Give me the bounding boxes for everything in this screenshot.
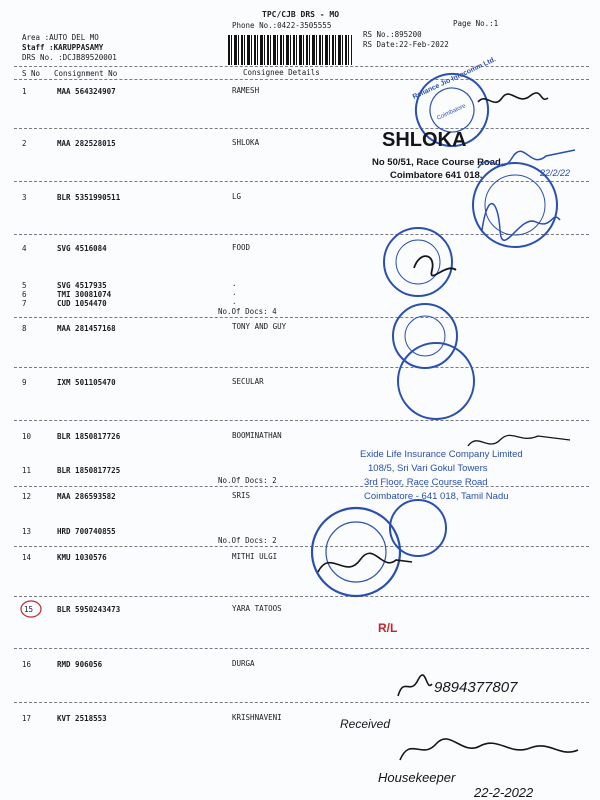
sris-stamp — [390, 500, 446, 556]
consignment-number: KVT 2518553 — [57, 714, 107, 723]
consignment-number: MAA 564324907 — [57, 87, 116, 96]
table-row: 4 — [22, 244, 27, 253]
table-row: 12 — [22, 492, 32, 501]
handwritten-remark-15: R/L — [378, 621, 398, 635]
signature-mithi — [318, 553, 412, 572]
phone-number: Phone No.:0422-3505555 — [232, 21, 332, 30]
consignment-number: KMU 1030576 — [57, 553, 107, 562]
table-row: 1 — [22, 87, 27, 96]
exide-stamp-line3: 3rd Floor, Race Course Road — [364, 477, 488, 488]
row-divider — [14, 128, 589, 129]
consignee-name: LG — [232, 192, 242, 201]
elgi-stamp — [312, 508, 400, 596]
consignee-name: KRISHNAVENI — [232, 713, 282, 722]
table-row: 5 — [22, 281, 27, 290]
consignee-name: . — [232, 279, 237, 288]
table-row: 15 — [24, 605, 34, 614]
handwritten-housekeeper: Housekeeper — [378, 770, 456, 785]
consignee-name: YARA TATOOS — [232, 604, 282, 613]
consignment-number: BLR 5351990511 — [57, 193, 121, 202]
table-row: 7 — [22, 299, 27, 308]
signature-boominathan — [468, 435, 570, 446]
handwritten-received: Received — [340, 717, 391, 731]
col-consignee-header: Consignee Details — [243, 68, 320, 77]
area-field: Area :AUTO DEL MO — [22, 33, 99, 42]
reliance-stamp — [404, 52, 522, 158]
signature-durga — [398, 675, 432, 696]
table-row: 9 — [22, 378, 27, 387]
consignment-number: RMD 906056 — [57, 660, 103, 669]
staff-field: Staff :KARUPPASAMY — [22, 43, 104, 52]
row-divider — [14, 546, 589, 547]
consignee-name: SHLOKA — [232, 138, 260, 147]
consignee-name: SECULAR — [232, 377, 264, 386]
table-row: 14 — [22, 553, 32, 562]
rs-date: RS Date:22-Feb-2022 — [363, 40, 449, 49]
row-divider — [14, 596, 589, 597]
consignment-number: HRD 700740855 — [57, 527, 116, 536]
row-divider — [14, 317, 589, 318]
row-divider — [14, 702, 589, 703]
row-divider — [14, 234, 589, 235]
shloka-stamp-address1: No 50/51, Race Course Road, — [372, 157, 504, 168]
col-sno-header: S No — [22, 69, 41, 78]
row-divider — [14, 367, 589, 368]
signature-shloka — [478, 150, 575, 168]
food-stamp — [384, 228, 452, 296]
handwritten-date-1: 22/2/22 — [540, 168, 571, 178]
consignee-name: . — [232, 297, 237, 306]
consignment-number: IXM 501105470 — [57, 378, 116, 387]
exide-stamp-line4: Coimbatore - 641 018, Tamil Nadu — [364, 491, 509, 502]
table-row: 8 — [22, 324, 27, 333]
exide-stamp-line2: 108/5, Sri Vari Gokul Towers — [368, 463, 488, 474]
consignee-name: MITHI ULGI — [232, 552, 278, 561]
reliance-stamp-text: Reliance Jio Infocomm Ltd. — [411, 56, 498, 101]
document-title: TPC/CJB DRS - MO — [262, 10, 340, 19]
signature-ramesh — [478, 93, 548, 102]
consignment-number: MAA 286593582 — [57, 492, 116, 501]
signature-food — [414, 256, 456, 275]
table-row: 3 — [22, 193, 27, 202]
consignment-number: BLR 1850817725 — [57, 466, 121, 475]
consignment-number: SVG 4516084 — [57, 244, 107, 253]
secular-stamp — [398, 343, 474, 419]
table-row: 16 — [22, 660, 32, 669]
consignment-number: TMI 30081074 — [57, 290, 112, 299]
consignee-name: RAMESH — [232, 86, 260, 95]
table-row: 11 — [22, 466, 32, 475]
col-consignment-header: Consignment No — [54, 69, 118, 78]
consignee-name: TONY AND GUY — [232, 322, 287, 331]
consignee-name: SRIS — [232, 491, 251, 500]
consignee-name: BOOMINATHAN — [232, 431, 282, 440]
barcode — [228, 35, 352, 65]
consignment-number: MAA 282528015 — [57, 139, 116, 148]
column-divider — [14, 79, 589, 80]
tony-guy-stamp — [393, 304, 457, 368]
shloka-stamp-title: SHLOKA — [382, 129, 467, 151]
rs-number: RS No.:895200 — [363, 30, 422, 39]
handwritten-phone: 9894377807 — [434, 679, 518, 696]
consignment-number: MAA 281457168 — [57, 324, 116, 333]
docs-count: No.Of Docs: 2 — [218, 476, 277, 485]
row-divider — [14, 420, 589, 421]
reliance-city-text: Coimbatore — [436, 103, 467, 122]
consignment-number: CUD 1054470 — [57, 299, 107, 308]
docs-count: No.Of Docs: 4 — [218, 307, 277, 316]
table-row: 6 — [22, 290, 27, 299]
row-divider — [14, 648, 589, 649]
table-row: 2 — [22, 139, 27, 148]
page-number: Page No.:1 — [453, 19, 499, 28]
header-divider — [14, 66, 589, 67]
consignee-name: DURGA — [232, 659, 255, 668]
row-divider — [14, 181, 589, 182]
consignment-number: BLR 1850817726 — [57, 432, 121, 441]
table-row: 17 — [22, 714, 32, 723]
consignment-number: BLR 5950243473 — [57, 605, 121, 614]
handwritten-date-2: 22-2-2022 — [474, 785, 534, 800]
consignee-name: . — [232, 288, 237, 297]
row-divider — [14, 486, 589, 487]
drs-number: DRS No. :DCJB89520001 — [22, 53, 117, 62]
docs-count: No.Of Docs: 2 — [218, 536, 277, 545]
table-row: 10 — [22, 432, 32, 441]
consignee-name: FOOD — [232, 243, 251, 252]
shloka-stamp-address2: Coimbatore 641 018. — [390, 170, 483, 181]
signature-krishnaveni — [400, 739, 578, 760]
exide-stamp-line1: Exide Life Insurance Company Limited — [360, 449, 523, 460]
table-row: 13 — [22, 527, 32, 536]
consignment-number: SVG 4517935 — [57, 281, 107, 290]
